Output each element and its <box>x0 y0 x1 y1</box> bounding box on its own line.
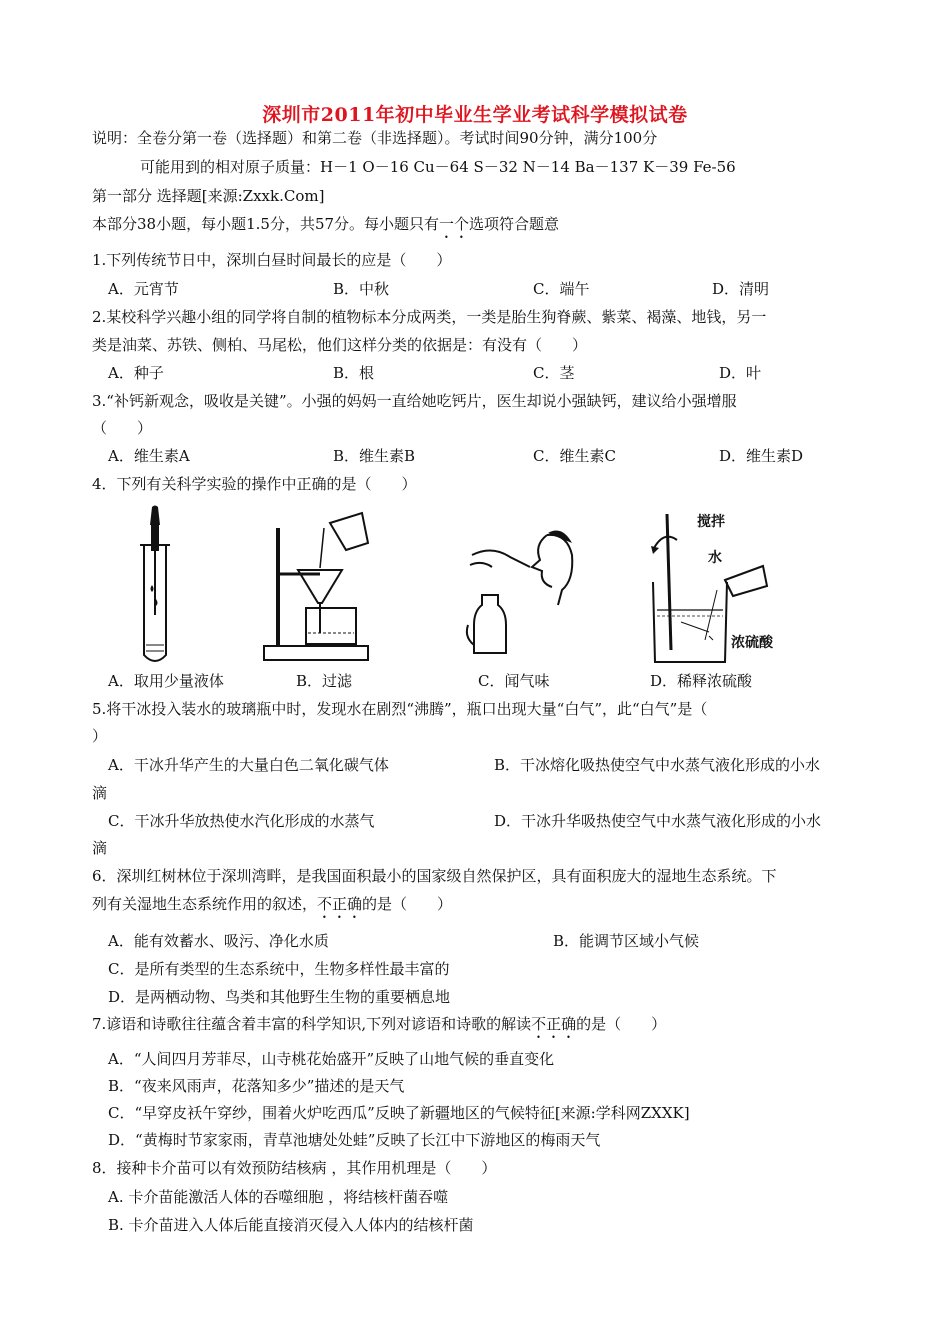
question-2-stem-line1: 2.某校科学兴趣小组的同学将自制的植物标本分成两类，一类是胎生狗脊蕨、紫菜、褐藻、地钱，另一 <box>92 308 767 326</box>
question-8-option-a: A. 卡介苗能激活人体的吞噬细胞 ，将结核杆菌吞噬 <box>108 1188 449 1206</box>
question-5-option-b-cont: 滴 <box>92 784 108 802</box>
page-title: 深圳市2011年初中毕业生学业考试科学模拟试卷 <box>262 104 688 126</box>
smelling-gas-figure <box>462 525 577 660</box>
question-5-stem-line1: 5.将干冰投入装水的玻璃瓶中时，发现水在剧烈“沸腾”，瓶口出现大量“白气”，此“白气”是（ <box>92 700 708 718</box>
question-6-stem-line1: 6．深圳红树林位于深圳湾畔，是我国面积最小的国家级自然保护区，具有面积庞大的湿地生态系统。下 <box>92 867 777 885</box>
question-2-stem-line2: 类是油菜、苏铁、侧柏、马尾松，他们这样分类的依据是：有没有（ ） <box>92 336 588 354</box>
acid-label: 浓硫酸 <box>731 635 773 651</box>
question-6-option-c: C．是所有类型的生态系统中，生物多样性最丰富的 <box>108 960 450 978</box>
question-7-option-c: C．“早穿皮袄午穿纱，围着火炉吃西瓜”反映了新疆地区的气候特征[来源:学科网ZXXK] <box>108 1104 690 1122</box>
question-3-option-b: B．维生素B <box>333 447 416 465</box>
question-8-option-b: B. 卡介苗进入人体后能直接消灭侵入人体内的结核杆菌 <box>108 1216 474 1234</box>
question-4-option-a: A．取用少量液体 <box>108 672 224 690</box>
question-5-option-a: A．干冰升华产生的大量白色二氧化碳气体 <box>108 756 389 774</box>
question-4-option-c: C．闻气味 <box>478 672 550 690</box>
water-label: 水 <box>708 550 722 566</box>
question-5-stem-line2: ） <box>92 727 108 745</box>
question-7-option-a: A．“人间四月芳菲尽，山寺桃花始盛开”反映了山地气候的垂直变化 <box>108 1050 555 1068</box>
dropper-test-tube-figure <box>130 505 180 670</box>
question-3-option-a: A．维生素A <box>108 447 190 465</box>
question-4-option-b: B．过滤 <box>296 672 353 690</box>
question-4-option-d: D．稀释浓硫酸 <box>650 672 753 690</box>
question-5-option-b: B．干冰熔化吸热使空气中水蒸气液化形成的小水 <box>494 756 821 774</box>
filtration-figure <box>262 508 377 663</box>
question-6-option-d: D．是两栖动物、鸟类和其他野生生物的重要栖息地 <box>108 988 451 1006</box>
question-4-stem: 4．下列有关科学实验的操作中正确的是（ ） <box>92 475 417 493</box>
question-1-stem: 1.下列传统节日中，深圳白昼时间最长的应是（ ） <box>92 251 452 269</box>
question-2-option-a: A．种子 <box>108 364 164 382</box>
question-2-option-d: D．叶 <box>719 364 762 382</box>
question-1-option-d: D．清明 <box>712 280 770 298</box>
section-rule: 本部分38小题，每小题1.5分，共57分。每小题只有一个选项符合题意 <box>92 215 560 233</box>
question-5-option-c: C．干冰升华放热使水汽化形成的水蒸气 <box>108 812 375 830</box>
question-1-option-a: A．元宵节 <box>108 280 179 298</box>
question-7-option-d: D．“黄梅时节家家雨，青草池塘处处蛙”反映了长江中下游地区的梅雨天气 <box>108 1131 601 1149</box>
question-2-option-c: C．茎 <box>533 364 575 382</box>
question-7-option-b: B．“夜来风雨声，花落知多少”描述的是天气 <box>108 1077 405 1095</box>
question-5-option-d-cont: 滴 <box>92 839 108 857</box>
question-7-stem: 7.谚语和诗歌往往蕴含着丰富的科学知识,下列对谚语和诗歌的解读不正确的是（ ） <box>92 1015 667 1033</box>
question-3-stem-line1: 3.“补钙新观念，吸收是关键”。小强的妈妈一直给她吃钙片，医生却说小强缺钙，建议给小强增服 <box>92 392 737 410</box>
exam-note: 说明：全卷分第一卷（选择题）和第二卷（非选择题）。考试时间90分钟，满分100分 <box>92 129 658 147</box>
stir-label: 搅拌 <box>697 514 725 530</box>
question-6-stem-line2: 列有关湿地生态系统作用的叙述，不正确的是（ ） <box>92 895 453 913</box>
question-8-stem: 8．接种卡介苗可以有效预防结核病 ，其作用机理是（ ） <box>92 1159 497 1177</box>
question-1-option-b: B．中秋 <box>333 280 390 298</box>
question-2-option-b: B．根 <box>333 364 375 382</box>
atomic-masses: 可能用到的相对原子质量：H－1 O－16 Cu－64 S－32 N－14 Ba－137 K－39 Fe-56 <box>140 158 736 176</box>
question-3-stem-line2: （ ） <box>92 419 153 437</box>
question-6-option-a: A．能有效蓄水、吸污、净化水质 <box>108 932 329 950</box>
question-3-option-c: C．维生素C <box>533 447 616 465</box>
question-5-option-d: D．干冰升华吸热使空气中水蒸气液化形成的小水 <box>494 812 822 830</box>
question-3-option-d: D．维生素D <box>719 447 804 465</box>
part-heading: 第一部分 选择题[来源:Zxxk.Com] <box>92 187 325 205</box>
question-6-option-b: B．能调节区域小气候 <box>553 932 700 950</box>
question-1-option-c: C．端午 <box>533 280 590 298</box>
